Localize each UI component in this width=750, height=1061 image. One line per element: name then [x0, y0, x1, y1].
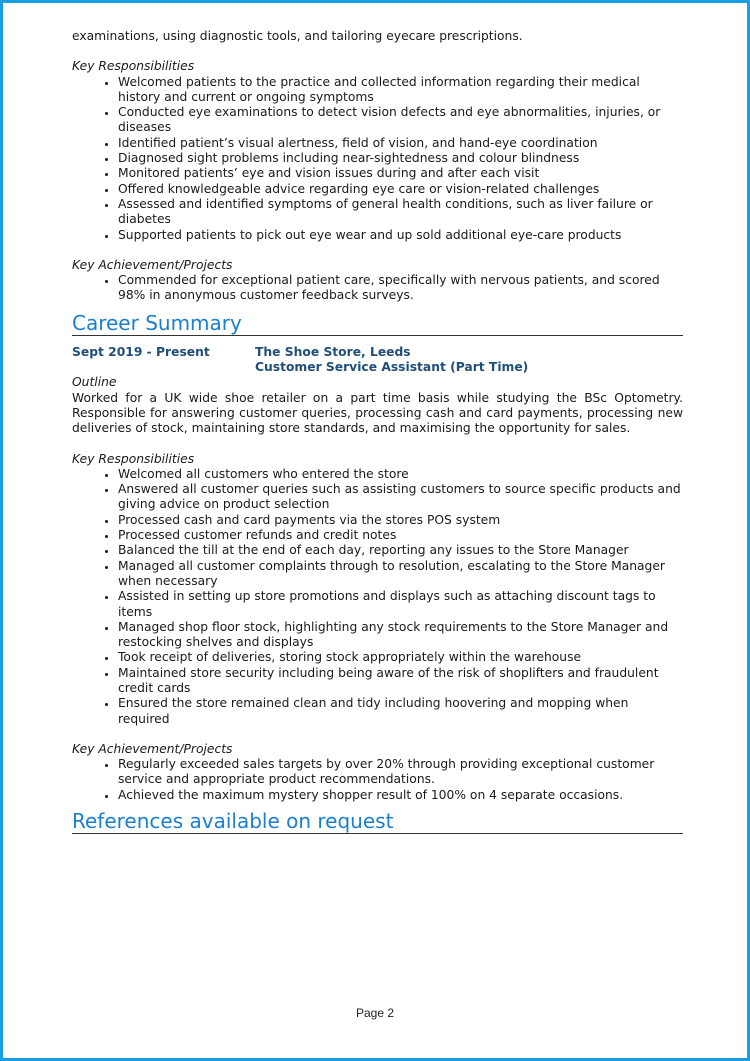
list-item: • Welcomed all customers who entered the store [118, 467, 683, 482]
page-number: Page 2 [355, 1006, 395, 1020]
outline-text: Worked for a UK wide shoe retailer on a part time basis while studying the BSc Optometry. Responsible for answering customer queries, processing cash and card payments, processing new deliveries of stock, maintaining store standards, and maximising the opportunity for sales. [72, 390, 683, 436]
job-org [255, 345, 528, 376]
list-item: • Assessed and identified symptoms of general health conditions, such as liver failure or diabetes [118, 197, 683, 228]
list-item: • Took receipt of deliveries, storing stock appropriately within the warehouse [118, 650, 683, 665]
list-item: • Conducted eye examinations to detect vision defects and eye abnormalities, injuries, or diseases [118, 105, 683, 136]
achievements-list [72, 757, 683, 803]
references-heading: References available on request [72, 809, 683, 834]
prev-achievements-list [72, 273, 683, 304]
outline-label: Outline [72, 375, 117, 390]
responsibilities-label: Key Responsibilities [72, 451, 195, 466]
job-dates: Sept 2019 - Present [72, 344, 210, 359]
list-item: • Ensured the store remained clean and tidy including hoovering and mopping when required [118, 696, 683, 727]
prev-responsibilities-list [72, 75, 683, 243]
list-item: • Monitored patients’ eye and vision issues during and after each visit [118, 166, 683, 181]
list-item: • Processed customer refunds and credit notes [118, 528, 683, 543]
list-item: • Identified patient’s visual alertness, field of vision, and hand-eye coordination [118, 136, 683, 151]
job-role: Customer Service Assistant (Part Time) [255, 360, 529, 375]
prev-achievements-label: Key Achievement/Projects [72, 257, 233, 272]
responsibilities-list [72, 467, 683, 727]
prev-responsibilities-label: Key Responsibilities [72, 59, 195, 74]
achievements-label: Key Achievement/Projects [72, 741, 233, 756]
list-item: • Regularly exceeded sales targets by over 20% through providing exceptional customer service and appropriate product recommendations. [118, 757, 683, 788]
list-item: • Assisted in setting up store promotions and displays such as attaching discount tags to items [118, 589, 683, 620]
list-item: • Processed cash and card payments via the stores POS system [118, 513, 683, 528]
list-item: • Supported patients to pick out eye wear and up sold additional eye-care products [118, 228, 683, 243]
list-item: • Managed all customer complaints through to resolution, escalating to the Store Manager when necessary [118, 559, 683, 590]
list-item: • Welcomed patients to the practice and collected information regarding their medical history and current or ongoing symptoms [118, 75, 683, 106]
page-content [72, 29, 683, 834]
list-item: • Diagnosed sight problems including near-sightedness and colour blindness [118, 151, 683, 166]
intro-line: examinations, using diagnostic tools, and tailoring eyecare prescriptions. [72, 29, 523, 43]
list-item: • Answered all customer queries such as assisting customers to source specific products and giving advice on product selection [118, 482, 683, 513]
list-item: • Commended for exceptional patient care, specifically with nervous patients, and scored 98% in anonymous customer feedback surveys. [118, 273, 683, 304]
list-item: • Balanced the till at the end of each day, reporting any issues to the Store Manager [118, 543, 683, 558]
career-summary-heading: Career Summary [72, 311, 683, 336]
job-header [72, 345, 683, 376]
list-item: • Offered knowledgeable advice regarding eye care or vision-related challenges [118, 182, 683, 197]
list-item: • Maintained store security including being aware of the risk of shoplifters and fraudulent credit cards [118, 666, 683, 697]
list-item: • Achieved the maximum mystery shopper result of 100% on 4 separate occasions. [118, 788, 683, 803]
list-item: • Managed shop floor stock, highlighting any stock requirements to the Store Manager and restocking shelves and displays [118, 620, 683, 651]
job-employer: The Shoe Store, Leeds [255, 344, 411, 359]
